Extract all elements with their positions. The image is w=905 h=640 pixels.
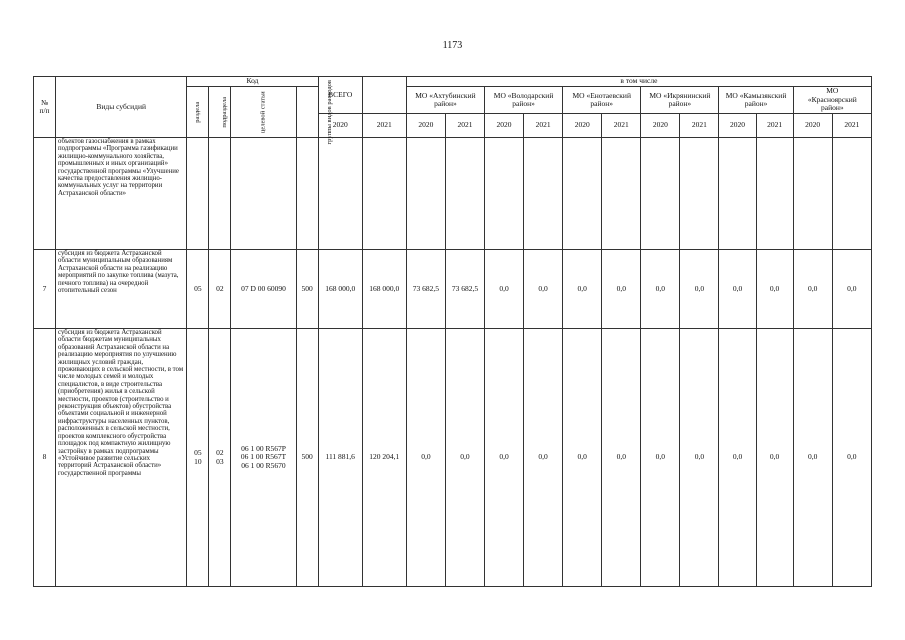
- row-value: 0,0: [602, 329, 641, 587]
- row-vid: 500: [296, 250, 318, 329]
- row-value: [793, 138, 832, 250]
- row-value: [485, 138, 524, 250]
- row-value: [524, 138, 563, 250]
- header-vid-text: группы видов расходов: [325, 80, 333, 145]
- header-year: 2020: [563, 114, 602, 138]
- row-value: 0,0: [563, 250, 602, 329]
- header-mo-4: МО «Икрянинский район»: [641, 87, 719, 114]
- row-razdel: 05 10: [187, 329, 209, 587]
- row-value: [318, 138, 362, 250]
- row-statya: 06 1 00 R567Р 06 1 00 R567Т 06 1 00 R5670: [231, 329, 296, 587]
- row-num: 7: [34, 250, 56, 329]
- row-value: 0,0: [680, 250, 719, 329]
- header-year: 2021: [445, 114, 484, 138]
- header-total-spacer: [362, 77, 406, 114]
- header-mo-3: МО «Енотаевский район»: [563, 87, 641, 114]
- row-value: 168 000,0: [318, 250, 362, 329]
- row-podrazdel: [209, 138, 231, 250]
- row-value: 0,0: [793, 329, 832, 587]
- row-podrazdel: 02 03: [209, 329, 231, 587]
- row-value: 0,0: [485, 250, 524, 329]
- row-vid: [296, 138, 318, 250]
- row-value: 168 000,0: [362, 250, 406, 329]
- header-razdel-text: раздела: [194, 102, 202, 123]
- header-razdel: [187, 87, 209, 138]
- table-row: [34, 329, 872, 587]
- table-row: [34, 250, 872, 329]
- row-value: [362, 138, 406, 250]
- header-total: ВСЕГО: [318, 77, 362, 114]
- row-value: [406, 138, 445, 250]
- row-value: 73 682,5: [406, 250, 445, 329]
- row-value: [719, 138, 756, 250]
- row-value: 0,0: [524, 250, 563, 329]
- header-year: 2021: [602, 114, 641, 138]
- header-year: 2020: [641, 114, 680, 138]
- header-year: 2021: [680, 114, 719, 138]
- header-mo-2: МО «Володарский район»: [485, 87, 563, 114]
- header-code: Код: [187, 77, 318, 87]
- header-year: 2021: [832, 114, 871, 138]
- header-num: № п/п: [34, 77, 56, 138]
- row-num: [34, 138, 56, 250]
- row-value: [602, 138, 641, 250]
- row-value: 73 682,5: [445, 250, 484, 329]
- header-mo-6: МО «Красноярский район»: [793, 87, 871, 114]
- row-description: субсидия из бюджета Астраханской области бюджетам муниципальных образований Астраханской области на реализацию мероприятия по улучшению жилищных условий граждан, проживающих в сельской местности, в том числе молодых семей и молодых специалистов, в виде строительства (приобретения) жилья в сельской местности, проектов (строительство и реконструкция объектов) обустройства объектами социальной и инженерной инфраструктуры населенных пунктов, расположенных в сельской местности, проектов комплексного обустройства площадок под компактную жилищную застройку в рамках подпрограммы «Устойчивое развитие сельских территорий Астраханской области» государственной программы: [56, 329, 187, 587]
- row-value: 0,0: [793, 250, 832, 329]
- row-podrazdel: 02: [209, 250, 231, 329]
- row-value: [641, 138, 680, 250]
- row-razdel: 05: [187, 250, 209, 329]
- row-value: 0,0: [563, 329, 602, 587]
- row-value: 0,0: [832, 329, 871, 587]
- row-value: 0,0: [719, 329, 756, 587]
- row-value: [680, 138, 719, 250]
- subsidy-table: [33, 76, 872, 587]
- row-value: [563, 138, 602, 250]
- row-value: 0,0: [602, 250, 641, 329]
- row-value: [445, 138, 484, 250]
- row-value: 0,0: [406, 329, 445, 587]
- row-value: 0,0: [719, 250, 756, 329]
- row-value: 0,0: [756, 329, 793, 587]
- header-year: 2020: [318, 114, 362, 138]
- row-value: 0,0: [641, 250, 680, 329]
- row-razdel: [187, 138, 209, 250]
- row-value: 120 204,1: [362, 329, 406, 587]
- row-value: [756, 138, 793, 250]
- row-value: 0,0: [641, 329, 680, 587]
- row-value: 0,0: [445, 329, 484, 587]
- row-description: субсидия из бюджета Астраханской области муниципальным образованиям Астраханской области на реализацию мероприятий по закупке топлива (мазута, печного топлива) на очередной отопительный сезон: [56, 250, 187, 329]
- row-value: 0,0: [524, 329, 563, 587]
- row-vid: 500: [296, 329, 318, 587]
- header-year: 2020: [719, 114, 756, 138]
- row-value: 111 881,6: [318, 329, 362, 587]
- header-year: 2020: [793, 114, 832, 138]
- header-year: 2020: [485, 114, 524, 138]
- header-statya: [231, 87, 296, 138]
- table-row: [34, 138, 872, 250]
- row-num: 8: [34, 329, 56, 587]
- page-number: 1173: [442, 40, 463, 51]
- row-description: объектов газоснабжения в рамках подпрограммы «Программа газификации жилищно-коммунального хозяйства, промышленных и иных организаций» государственной программы «Улучшение качества предоставления жилищно-коммунальных услуг на территории Астраханской области»: [56, 138, 187, 250]
- row-value: 0,0: [680, 329, 719, 587]
- row-value: [832, 138, 871, 250]
- header-podrazdel-text: подраздела: [221, 97, 229, 128]
- header-including: в том числе: [406, 77, 871, 87]
- header-year: 2021: [362, 114, 406, 138]
- header-mo-1: МО «Ахтубинский район»: [406, 87, 484, 114]
- row-value: 0,0: [756, 250, 793, 329]
- row-statya: [231, 138, 296, 250]
- header-podrazdel: [209, 87, 231, 138]
- header-year: 2020: [406, 114, 445, 138]
- row-value: 0,0: [832, 250, 871, 329]
- row-value: 0,0: [485, 329, 524, 587]
- header-subsidy-type: Виды субсидий: [56, 77, 187, 138]
- header-statya-text: целевой статьи: [259, 91, 267, 134]
- header-vid: [296, 80, 333, 145]
- row-statya: 07 D 00 60090: [231, 250, 296, 329]
- header-year: 2021: [756, 114, 793, 138]
- header-mo-5: МО «Камызякский район»: [719, 87, 793, 114]
- header-year: 2021: [524, 114, 563, 138]
